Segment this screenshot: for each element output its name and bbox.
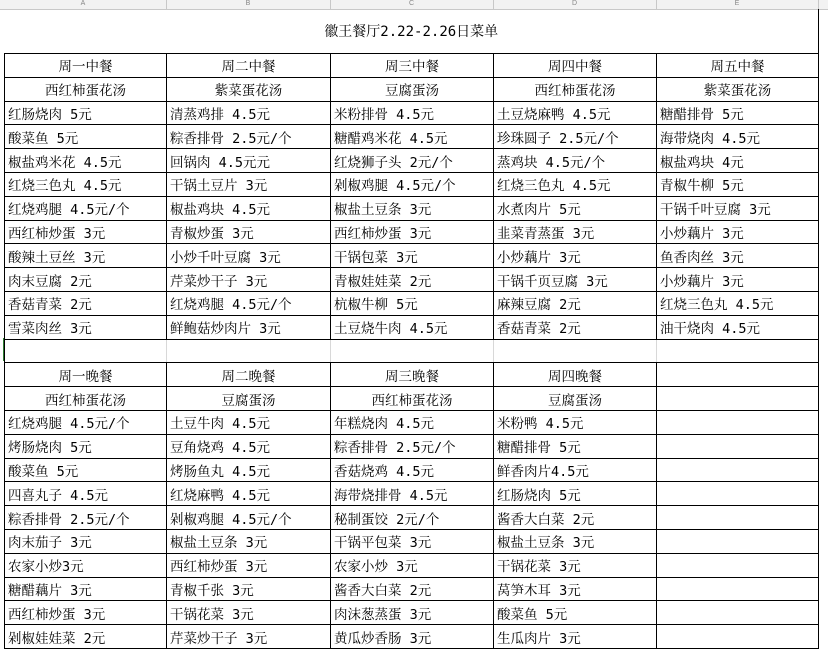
menu-cell[interactable]: 周五中餐 — [657, 54, 819, 78]
menu-cell[interactable]: 周三晚餐 — [331, 363, 494, 387]
menu-cell[interactable] — [657, 553, 819, 577]
menu-cell[interactable]: 豆腐蛋汤 — [167, 387, 331, 411]
menu-cell[interactable]: 椒盐鸡块 4元 — [657, 149, 819, 173]
menu-cell[interactable]: 糖醋排骨 5元 — [657, 101, 819, 125]
lunch-dish-row — [5, 220, 819, 244]
lunch-day-header-row — [5, 54, 819, 78]
menu-cell[interactable]: 糖醋藕片 3元 — [5, 577, 167, 601]
lunch-dish-row — [5, 315, 819, 339]
menu-cell[interactable] — [657, 625, 819, 649]
menu-cell[interactable]: 海带烧排骨 4.5元 — [331, 482, 494, 506]
menu-cell[interactable] — [657, 363, 819, 387]
menu-cell[interactable]: 红肠烧肉 5元 — [494, 482, 657, 506]
menu-cell[interactable]: 周二中餐 — [167, 54, 331, 78]
lunch-dish-row — [5, 101, 819, 125]
menu-cell[interactable]: 四喜丸子 4.5元 — [5, 482, 167, 506]
menu-cell[interactable]: 粽香排骨 2.5元/个 — [5, 506, 167, 530]
dinner-dish-row — [5, 482, 819, 506]
menu-cell[interactable] — [494, 339, 657, 363]
column-letter[interactable]: C — [408, 0, 415, 7]
menu-cell[interactable] — [657, 482, 819, 506]
menu-cell[interactable]: 肉末茄子 3元 — [5, 529, 167, 553]
menu-cell[interactable]: 珍珠圆子 2.5元/个 — [494, 125, 657, 149]
menu-cell[interactable]: 雪菜肉丝 3元 — [5, 315, 167, 339]
menu-cell[interactable]: 米粉排骨 4.5元 — [331, 101, 494, 125]
menu-cell[interactable]: 鲜香肉片4.5元 — [494, 458, 657, 482]
menu-cell[interactable]: 西红柿炒蛋 3元 — [5, 601, 167, 625]
menu-cell[interactable]: 青椒千张 3元 — [167, 577, 331, 601]
menu-cell[interactable]: 酸菜鱼 5元 — [5, 458, 167, 482]
menu-cell[interactable]: 椒盐土豆条 3元 — [167, 529, 331, 553]
menu-cell[interactable]: 酸辣土豆丝 3元 — [5, 244, 167, 268]
lunch-dish-row — [5, 244, 819, 268]
dinner-dish-row — [5, 434, 819, 458]
menu-cell[interactable]: 烤肠烧肉 5元 — [5, 434, 167, 458]
menu-cell[interactable]: 红肠烧肉 5元 — [5, 101, 167, 125]
menu-cell[interactable]: 周一中餐 — [5, 54, 167, 78]
column-letter[interactable]: E — [734, 0, 740, 7]
menu-cell[interactable]: 青椒牛柳 5元 — [657, 172, 819, 196]
menu-cell[interactable]: 糖醋排骨 5元 — [494, 434, 657, 458]
menu-cell[interactable] — [657, 506, 819, 530]
menu-cell[interactable]: 红烧狮子头 2元/个 — [331, 149, 494, 173]
menu-cell[interactable]: 土豆烧麻鸭 4.5元 — [494, 101, 657, 125]
menu-cell[interactable]: 蒸鸡块 4.5元/个 — [494, 149, 657, 173]
menu-cell[interactable] — [657, 387, 819, 411]
column-letter[interactable]: D — [571, 0, 578, 7]
menu-cell[interactable]: 酸菜鱼 5元 — [5, 125, 167, 149]
menu-cell[interactable]: 剁椒娃娃菜 2元 — [5, 625, 167, 649]
menu-cell[interactable]: 黄瓜炒香肠 3元 — [331, 625, 494, 649]
dinner-dish-row — [5, 458, 819, 482]
menu-cell[interactable]: 回锅肉 4.5元元 — [167, 149, 331, 173]
menu-cell[interactable]: 鲜鲍菇炒肉片 3元 — [167, 315, 331, 339]
menu-cell[interactable]: 周一晚餐 — [5, 363, 167, 387]
menu-cell[interactable] — [167, 339, 331, 363]
menu-cell[interactable] — [657, 434, 819, 458]
menu-cell[interactable]: 紫菜蛋花汤 — [657, 77, 819, 101]
menu-cell[interactable] — [657, 601, 819, 625]
column-separator[interactable] — [818, 0, 819, 9]
menu-cell[interactable]: 杭椒牛柳 5元 — [331, 291, 494, 315]
menu-cell[interactable]: 酸菜鱼 5元 — [494, 601, 657, 625]
title-row — [5, 9, 819, 54]
menu-cell[interactable]: 豆腐蛋汤 — [331, 77, 494, 101]
menu-cell[interactable]: 椒盐鸡米花 4.5元 — [5, 149, 167, 173]
dinner-dish-row — [5, 553, 819, 577]
menu-cell[interactable]: 周四晚餐 — [494, 363, 657, 387]
menu-cell[interactable]: 油干烧肉 4.5元 — [657, 315, 819, 339]
menu-cell[interactable]: 清蒸鸡排 4.5元 — [167, 101, 331, 125]
menu-cell[interactable]: 肉末豆腐 2元 — [5, 268, 167, 292]
menu-cell[interactable]: 农家小炒 3元 — [331, 553, 494, 577]
dinner-soup-row — [5, 387, 819, 411]
dinner-dish-row — [5, 506, 819, 530]
menu-cell[interactable]: 红烧鸡腿 4.5元/个 — [5, 410, 167, 434]
menu-cell[interactable] — [657, 410, 819, 434]
menu-cell[interactable]: 椒盐土豆条 3元 — [331, 196, 494, 220]
dinner-dish-row — [5, 625, 819, 649]
menu-cell[interactable]: 西红柿蛋花汤 — [494, 77, 657, 101]
menu-title[interactable]: 徽王餐厅2.22-2.26日菜单 — [5, 9, 819, 54]
menu-cell[interactable]: 剁椒鸡腿 4.5元/个 — [167, 506, 331, 530]
menu-cell[interactable] — [657, 339, 819, 363]
menu-cell[interactable]: 干锅土豆片 3元 — [167, 172, 331, 196]
dinner-day-header-row — [5, 363, 819, 387]
menu-cell[interactable]: 烤肠鱼丸 4.5元 — [167, 458, 331, 482]
menu-cell[interactable]: 香菇青菜 2元 — [5, 291, 167, 315]
menu-cell[interactable]: 红烧鸡腿 4.5元/个 — [167, 291, 331, 315]
menu-cell[interactable]: 剁椒鸡腿 4.5元/个 — [331, 172, 494, 196]
menu-cell[interactable]: 豆角烧鸡 4.5元 — [167, 434, 331, 458]
dinner-dish-row — [5, 601, 819, 625]
lunch-dish-row — [5, 196, 819, 220]
menu-cell[interactable]: 海带烧肉 4.5元 — [657, 125, 819, 149]
menu-cell[interactable]: 韭菜青蒸蛋 3元 — [494, 220, 657, 244]
menu-cell[interactable]: 豆腐蛋汤 — [494, 387, 657, 411]
menu-cell[interactable]: 农家小炒3元 — [5, 553, 167, 577]
lunch-dish-row — [5, 149, 819, 173]
spacer-row — [5, 339, 819, 363]
dinner-dish-row — [5, 577, 819, 601]
menu-cell[interactable]: 红烧麻鸭 4.5元 — [167, 482, 331, 506]
menu-cell[interactable]: 秘制蛋饺 2元/个 — [331, 506, 494, 530]
menu-cell[interactable] — [657, 529, 819, 553]
menu-cell[interactable]: 土豆牛肉 4.5元 — [167, 410, 331, 434]
menu-cell[interactable]: 糖醋鸡米花 4.5元 — [331, 125, 494, 149]
lunch-dish-row — [5, 125, 819, 149]
menu-cell[interactable]: 西红柿蛋花汤 — [331, 387, 494, 411]
menu-cell[interactable] — [331, 339, 494, 363]
menu-cell[interactable]: 西红柿蛋花汤 — [5, 387, 167, 411]
menu-cell[interactable]: 干锅平包菜 3元 — [331, 529, 494, 553]
menu-cell[interactable]: 酱香大白菜 2元 — [331, 577, 494, 601]
menu-cell[interactable]: 干锅包菜 3元 — [331, 244, 494, 268]
menu-cell[interactable]: 周三中餐 — [331, 54, 494, 78]
lunch-dish-row — [5, 172, 819, 196]
menu-cell[interactable]: 水煮肉片 5元 — [494, 196, 657, 220]
menu-cell[interactable]: 芹菜炒干子 3元 — [167, 625, 331, 649]
menu-cell[interactable]: 红烧三色丸 4.5元 — [494, 172, 657, 196]
lunch-soup-row — [5, 77, 819, 101]
menu-cell[interactable]: 香菇青菜 2元 — [494, 315, 657, 339]
menu-table — [4, 9, 819, 649]
menu-cell[interactable]: 莴笋木耳 3元 — [494, 577, 657, 601]
menu-cell[interactable]: 小炒藕片 3元 — [657, 220, 819, 244]
column-letter[interactable]: B — [245, 0, 251, 7]
menu-cell[interactable] — [5, 339, 167, 363]
menu-cell[interactable]: 干锅千页豆腐 3元 — [494, 268, 657, 292]
dinner-dish-row — [5, 410, 819, 434]
menu-cell[interactable]: 青椒娃娃菜 2元 — [331, 268, 494, 292]
menu-cell[interactable]: 麻辣豆腐 2元 — [494, 291, 657, 315]
menu-cell[interactable]: 土豆烧牛肉 4.5元 — [331, 315, 494, 339]
menu-cell[interactable]: 酱香大白菜 2元 — [494, 506, 657, 530]
menu-cell[interactable]: 周二晚餐 — [167, 363, 331, 387]
menu-cell[interactable]: 西红柿蛋花汤 — [5, 77, 167, 101]
menu-cell[interactable]: 鱼香肉丝 3元 — [657, 244, 819, 268]
menu-cell[interactable]: 年糕烧肉 4.5元 — [331, 410, 494, 434]
menu-cell[interactable]: 芹菜炒干子 3元 — [167, 268, 331, 292]
menu-cell[interactable]: 西红柿炒蛋 3元 — [167, 553, 331, 577]
column-letter[interactable]: A — [80, 0, 86, 7]
menu-cell[interactable]: 干锅花菜 3元 — [494, 553, 657, 577]
lunch-dish-row — [5, 268, 819, 292]
menu-cell[interactable]: 紫菜蛋花汤 — [167, 77, 331, 101]
dinner-dish-row — [5, 529, 819, 553]
menu-cell[interactable]: 西红柿炒蛋 3元 — [5, 220, 167, 244]
menu-cell[interactable]: 青椒炒蛋 3元 — [167, 220, 331, 244]
lunch-dish-row — [5, 291, 819, 315]
menu-cell[interactable]: 红烧鸡腿 4.5元/个 — [5, 196, 167, 220]
menu-cell[interactable]: 红烧三色丸 4.5元 — [657, 291, 819, 315]
menu-cell[interactable] — [657, 577, 819, 601]
menu-cell[interactable]: 周四中餐 — [494, 54, 657, 78]
menu-cell[interactable]: 小炒藕片 3元 — [657, 268, 819, 292]
menu-cell[interactable]: 小炒藕片 3元 — [494, 244, 657, 268]
menu-cell[interactable]: 红烧三色丸 4.5元 — [5, 172, 167, 196]
menu-cell[interactable]: 椒盐土豆条 3元 — [494, 529, 657, 553]
menu-cell[interactable]: 米粉鸭 4.5元 — [494, 410, 657, 434]
menu-cell[interactable]: 椒盐鸡块 4.5元 — [167, 196, 331, 220]
menu-cell[interactable]: 香菇烧鸡 4.5元 — [331, 458, 494, 482]
menu-cell[interactable]: 粽香排骨 2.5元/个 — [167, 125, 331, 149]
menu-cell[interactable]: 粽香排骨 2.5元/个 — [331, 434, 494, 458]
menu-cell[interactable]: 生瓜肉片 3元 — [494, 625, 657, 649]
menu-cell[interactable]: 肉沫葱蒸蛋 3元 — [331, 601, 494, 625]
menu-cell[interactable] — [657, 458, 819, 482]
menu-cell[interactable]: 干锅花菜 3元 — [167, 601, 331, 625]
menu-cell[interactable]: 小炒千叶豆腐 3元 — [167, 244, 331, 268]
menu-cell[interactable]: 干锅千叶豆腐 3元 — [657, 196, 819, 220]
menu-cell[interactable]: 西红柿炒蛋 3元 — [331, 220, 494, 244]
